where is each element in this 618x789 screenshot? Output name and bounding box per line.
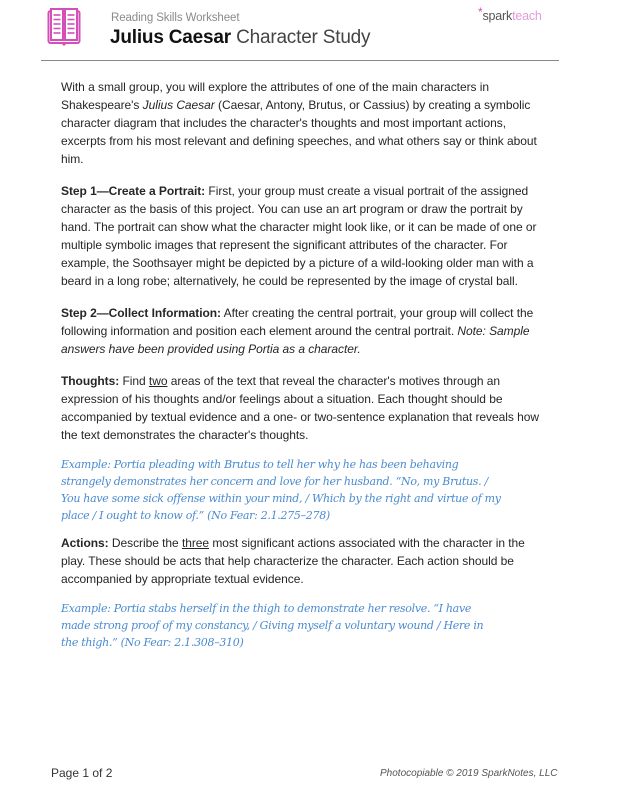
actions-label: Actions:	[61, 536, 109, 550]
brand-teach: teach	[512, 9, 542, 23]
intro-text-cont: (Caesar, Antony, Brutus, or Cassius) by creating a symbolic character diagram that includes the character's thoughts and most important actions, excerpts from his most relevant and defining speeches, and what others say or think about him.	[61, 98, 537, 166]
asterisk-icon: *	[478, 5, 483, 19]
header-divider	[41, 60, 559, 61]
worksheet-body	[61, 78, 541, 651]
intro-paragraph	[61, 78, 541, 168]
step1-label: Step 1—Create a Portrait:	[61, 184, 206, 198]
thoughts-label: Thoughts:	[61, 374, 120, 388]
play-title: Julius Caesar	[142, 98, 215, 112]
copyright-notice: Photocopiable © 2019 SparkNotes, LLC	[380, 768, 558, 779]
thoughts-count: two	[148, 374, 168, 388]
page-number: Page 1 of 2	[51, 766, 113, 780]
thoughts-text-cont: areas of the text that reveal the character's motives through an expression of his thoughts and/or feelings about a situation. Each thought should be accompanied by textual evidence and a one- or two-sentence explanation that reveals how the text demonstrates the character's thoughts.	[61, 374, 539, 442]
intro-text: With a small group, you will explore the attributes of one of the main characters in Shakespeare's	[61, 80, 490, 112]
step2-text: After creating the central portrait, your group will collect the following information and position each element around the central portrait.	[61, 306, 534, 338]
page-title	[110, 27, 370, 49]
step1-text: First, your group must create a visual portrait of the assigned character as the basis of this project. You can use an art program or draw the portrait by hand. The portrait can show what the character might look like, or it can be made of one or multiple symbolic images that represent the significant attributes of the character. For example, the Soothsayer might be depicted by a picture of a wild-looking older man with a beard in a long robe; alternatively, he could be represented by the image of crystal ball.	[61, 184, 537, 288]
step2-note: Note: Sample answers have been provided using Portia as a character.	[61, 324, 530, 356]
thoughts-text: Find	[119, 374, 149, 388]
actions-paragraph	[61, 534, 541, 588]
actions-text: Describe the	[108, 536, 182, 550]
worksheet-kicker: Reading Skills Worksheet	[111, 12, 240, 24]
actions-text-cont: most significant actions associated with the character in the play. These should be acts that help characterize the character. Each action should be accompanied by appropriate textual evidence.	[61, 536, 525, 586]
actions-count: three	[181, 536, 210, 550]
open-book-icon	[47, 8, 81, 46]
actions-example: Example: Portia stabs herself in the thigh to demonstrate her resolve. “I have made strong proof of my constancy, / Giving myself a voluntary wound / Here in the thigh.” (No Fear: 2.1.308–310)	[61, 602, 484, 649]
title-work: Julius Caesar	[110, 27, 231, 48]
step1-paragraph	[61, 182, 541, 290]
brand-spark: spark	[482, 9, 513, 23]
sparkteach-logo	[478, 5, 542, 23]
step2-label: Step 2—Collect Information:	[61, 306, 221, 320]
thoughts-example: Example: Portia pleading with Brutus to tell her why he has been behaving strangely demonstrates her concern and love for her husband. “No, my Brutus. / You have some sick offense within your mind, / Which by the right and virtue of my place / I ought to know of.” (No Fear: 2.1.275–278)	[61, 458, 501, 522]
step2-paragraph	[61, 304, 541, 358]
thoughts-paragraph	[61, 372, 541, 444]
title-subject: Character Study	[236, 27, 371, 48]
